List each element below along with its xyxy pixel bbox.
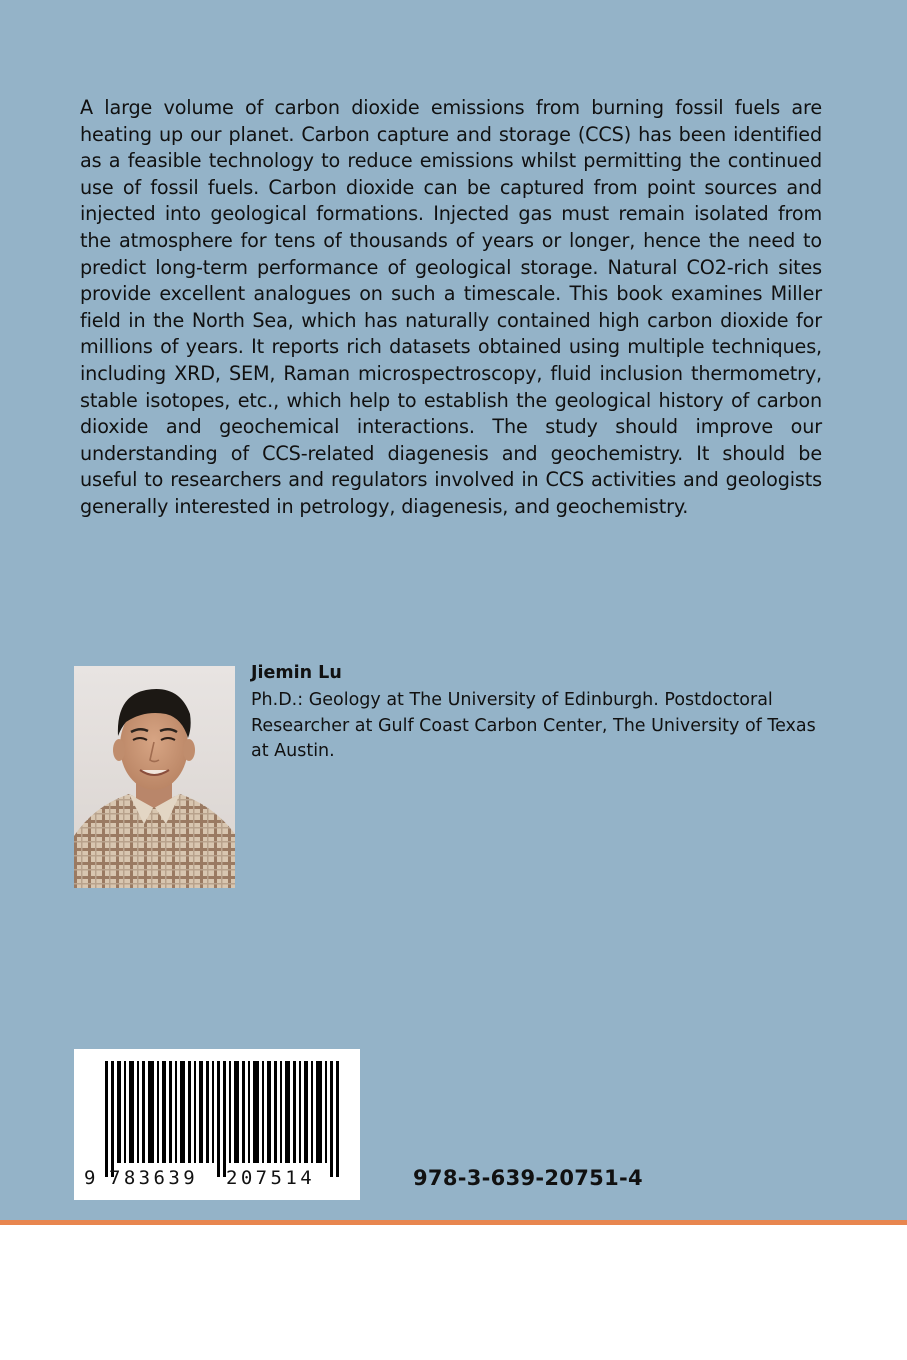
- author-name: Jiemin Lu: [251, 663, 342, 683]
- author-bio: Ph.D.: Geology at The University of Edinburgh. Postdoctoral Researcher at Gulf Coast Carbon Center, The University of Texas at Austin.: [251, 690, 816, 761]
- author-photo: [74, 666, 235, 888]
- barcode-left-digits: 783639: [109, 1167, 199, 1189]
- isbn-number: 978-3-639-20751-4: [413, 1166, 643, 1190]
- isbn-barcode: [74, 1049, 360, 1200]
- cover-bottom-rule: [0, 1220, 907, 1225]
- barcode-lead-digit: 9: [84, 1167, 96, 1189]
- barcode-right-digits: 207514: [226, 1167, 316, 1189]
- book-description: A large volume of carbon dioxide emissions from burning fossil fuels are heating up our planet. Carbon capture and storage (CCS) has been identified as a feasible technology to reduce emissions whilst permitting the continued use of fossil fuels. Carbon dioxide can be captured from point sources and injected into geological formations. Injected gas must remain isolated from the atmosphere for tens of thousands of years or longer, hence the need to predict long-term performance of geological storage. Natural CO2-rich sites provide excellent analogues on such a timescale. This book examines Miller field in the North Sea, which has naturally contained high carbon dioxide for millions of years. It reports rich datasets obtained using multiple techniques, including XRD, SEM, Raman microspectroscopy, fluid inclusion thermometry, stable isotopes, etc., which help to establish the geological history of carbon dioxide and geochemical interactions. The study should improve our understanding of CCS-related diagenesis and geochemistry. It should be useful to researchers and regulators involved in CCS activities and geologists generally interested in petrology, diagenesis, and geochemistry.: [80, 96, 822, 518]
